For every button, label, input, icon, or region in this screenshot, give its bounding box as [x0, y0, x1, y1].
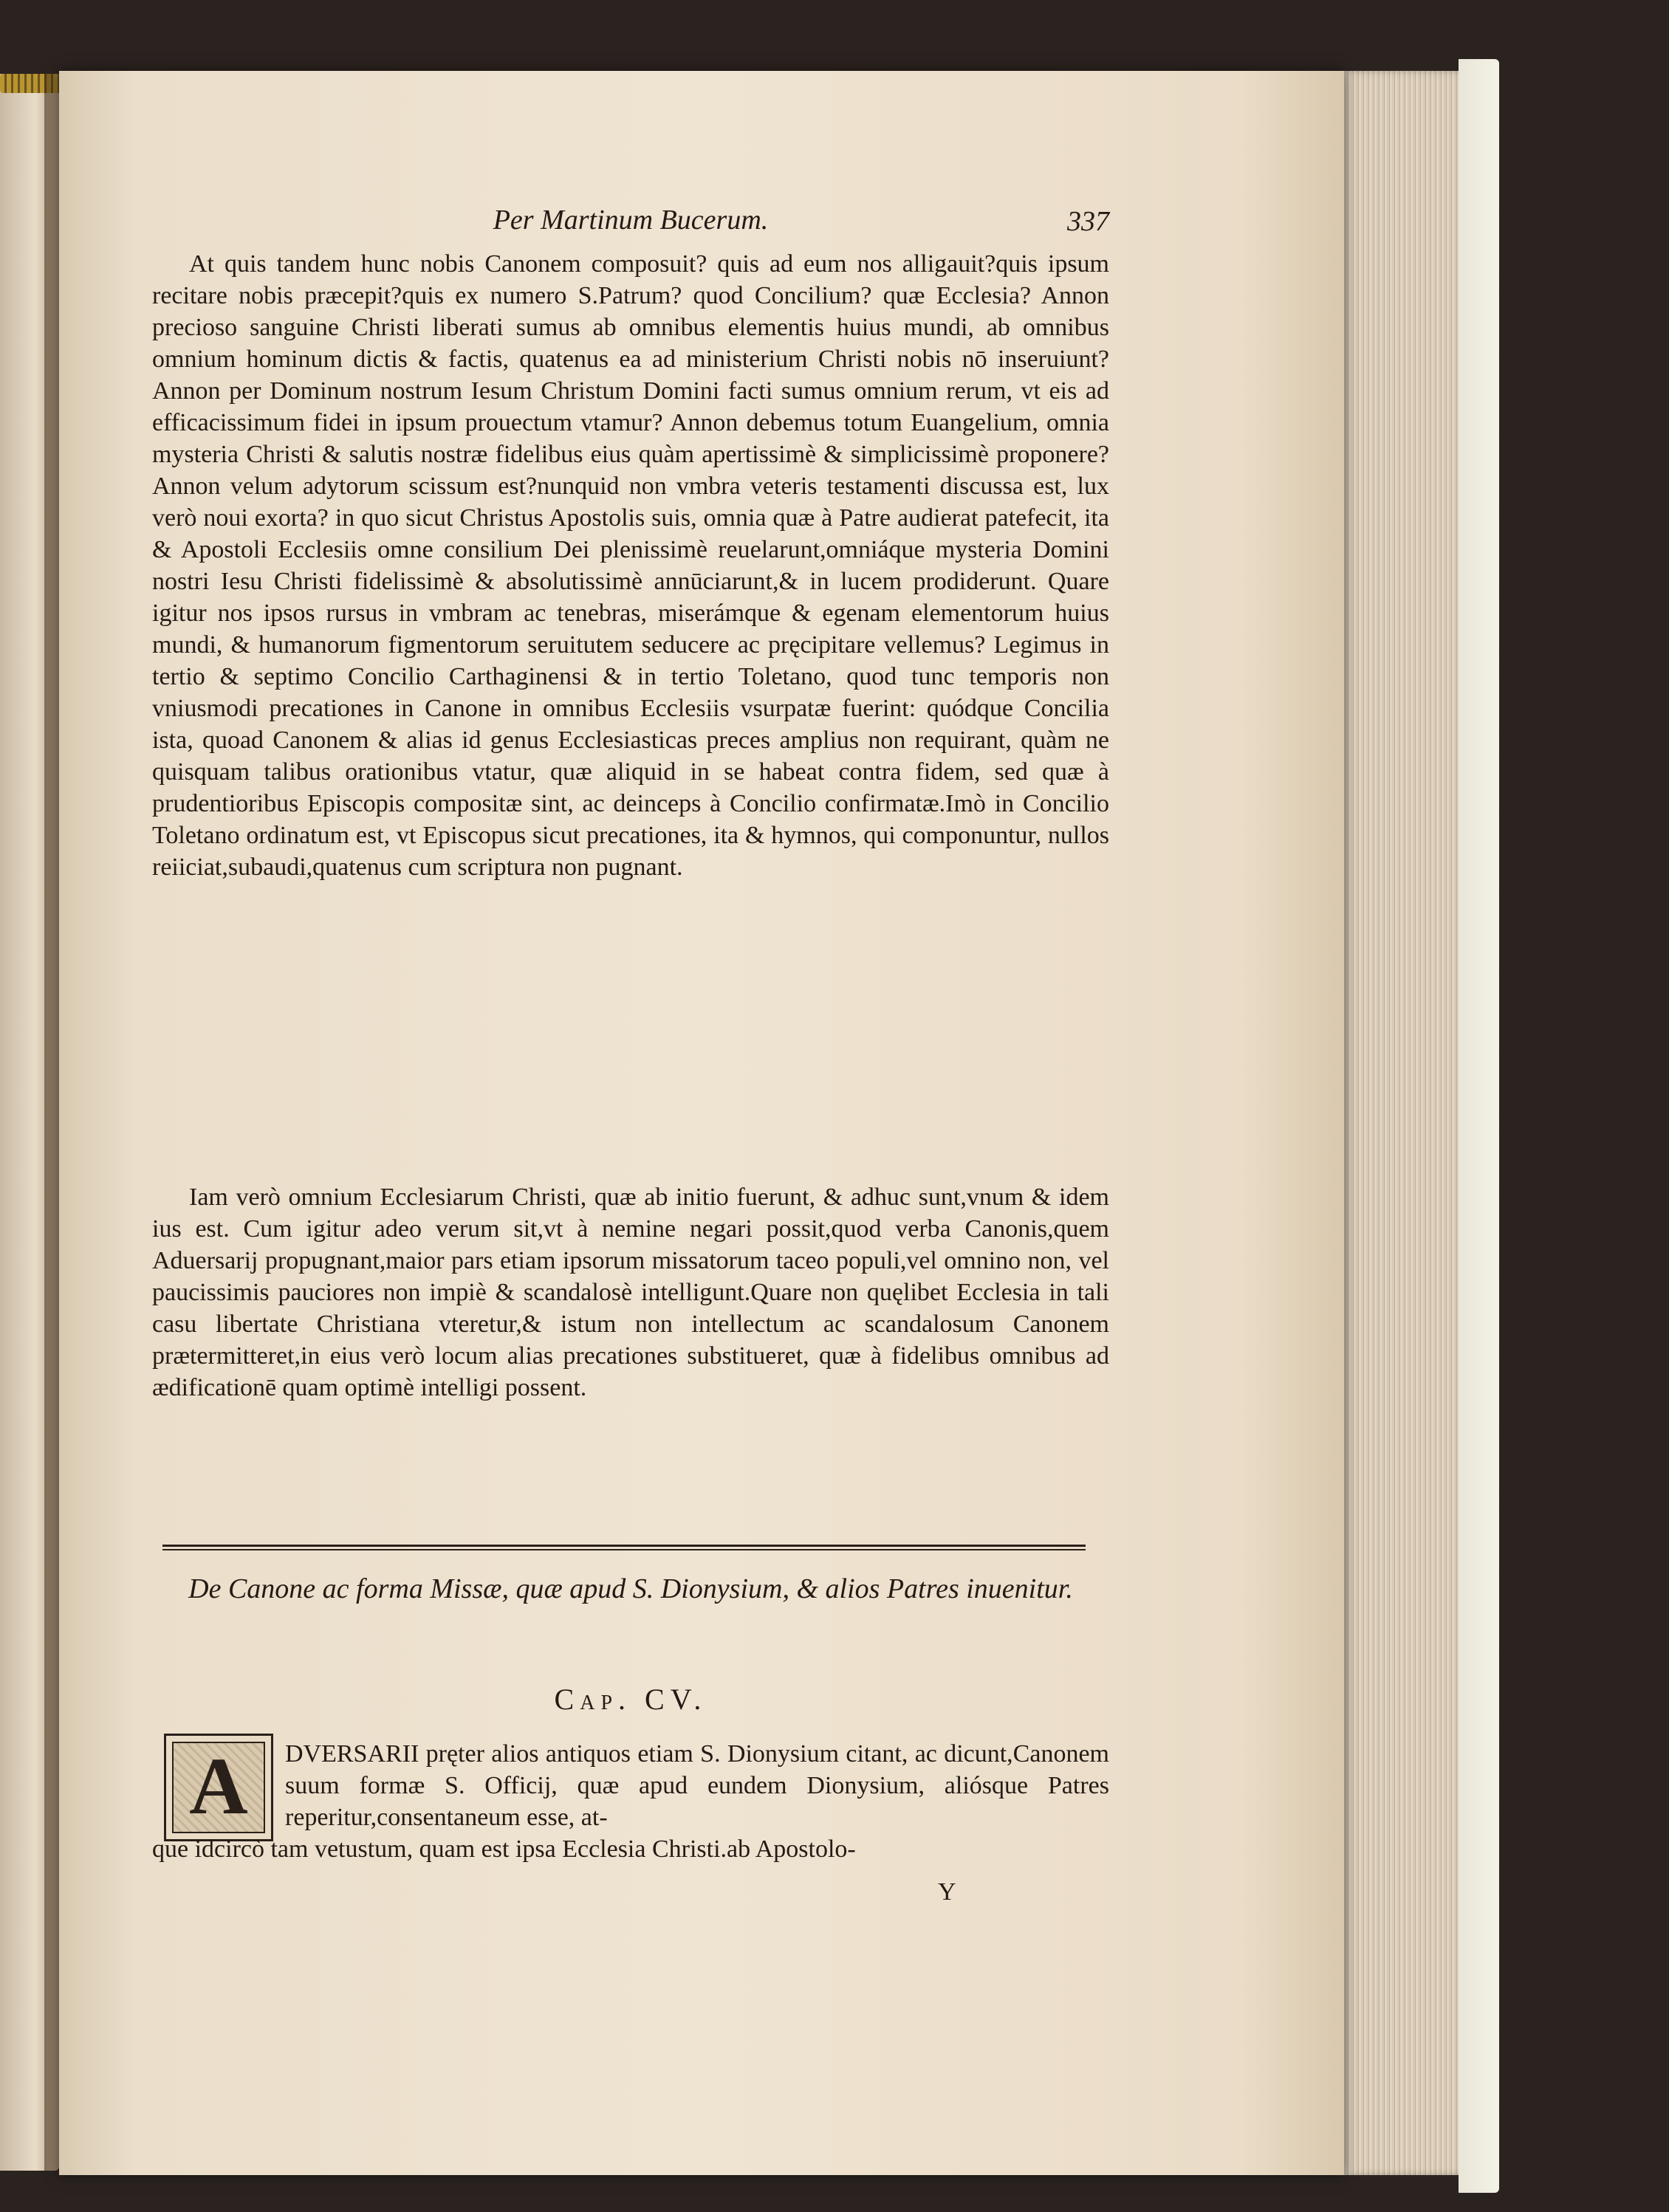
chapter-heading: Cap. CV.	[554, 1683, 707, 1716]
paragraph-2: Iam verò omnium Ecclesiarum Christi, quæ ab initio fuerunt, & adhuc sunt,vnum & idem ius est. Cum igitur adeo verum sit,vt à nemine negari possit,quod verba Canonis,quem Aduersarij propugnant,maior pars etiam ipsorum missatorum taceo populi,vel omnino non, vel paucissimis pauciores non impiè & scandalosè intelligunt.Quare non quęlibet Ecclesia in tali casu libertate Christiana vteretur,& istum non intellectum ac scandalosum Canonem prætermitteret,in eius verò locum alias precationes substitueret, quæ à fidelibus omnibus ad ædificationē quam optimè intelligi possent.	[152, 1184, 1109, 1401]
catchword: Y	[938, 1878, 956, 1906]
chapter-paragraph-lead: DVERSARII pręter alios antiquos etiam S. Dionysium citant, ac dicunt,Canonem suum formæ S. Officij, quæ apud eundem Dionysium, aliósque Patres reperitur,consentaneum esse, at-	[285, 1740, 1109, 1831]
page-number: 337	[1067, 206, 1109, 237]
running-head	[152, 204, 1109, 238]
section-heading: De Canone ac forma Missæ, quæ apud S. Dionysium, & alios Patres inuenitur.	[188, 1573, 1073, 1604]
paragraph-1: At quis tandem hunc nobis Canonem composuit? quis ad eum nos alligauit?quis ipsum recitare nobis præcepit?quis ex numero S.Patrum? quod Concilium? quæ Ecclesia? Annon precioso sanguine Christi liberati sumus ab omnibus elementis huius mundi, ab omnibus omnium hominum dictis & factis, quatenus ea ad ministerium Christi nobis nō inseruiunt? Annon per Dominum nostrum Iesum Christum Domini facti sumus omnium rerum, vt eis ad efficacissimum fidei in ipsum prouectum vtamur? Annon debemus totum Euangelium, omnia mysteria Christi & salutis nostræ fidelibus eius quàm apertissimè & simplicissimè proponere? Annon velum adytorum scissum est?nunquid non vmbra veteris testamenti discussa est, lux verò noui exorta? in quo sicut Christus Apostolis suis, omnia quæ à Patre audierat patefecit, ita & Apostoli Ecclesiis omne consilium Dei plenissimè reuelarunt,omniáque mysteria Domini nostri Iesu Christi fidelissimè & absolutissimè annūciarunt,& in lucem prodiderunt. Quare igitur nos ipsos rursus in vmbram ac tenebras, miserámque & egenam elementorum huius mundi, & humanorum figmentorum seruitutem seducere ac pręcipitare vellemus? Legimus in tertio & septimo Concilio Carthaginensi & in tertio Toletano, quod tunc temporis non vniusmodi precationes in Canone in omnibus Ecclesiis vsurpatæ fuerint: quódque Concilia ista, quoad Canonem & alias id genus Ecclesiasticas preces amplius non requirant, quàm ne quisquam talibus orationibus vtatur, quæ aliquid in se habeat contra fidem, sed quæ à prudentioribus Episcopis compositæ sint, ac deinceps à Concilio confirmatæ.Imò in Concilio Toletano ordinatum est, vt Episcopus sicut precationes, ita & hymnos, qui componuntur, nullos reiiciat,subaudi,quatenus cum scriptura non pugnant.	[152, 250, 1109, 881]
book-cover-board	[1459, 59, 1499, 2193]
section-divider-rule	[162, 1543, 1086, 1553]
initial-letter: A	[189, 1741, 248, 1831]
chapter-paragraph-tail: que idcircò tam vetustum, quam est ipsa Ecclesia Christi.ab Apostolo-	[152, 1835, 856, 1863]
fore-edge-pages	[1340, 71, 1459, 2175]
decorated-initial	[164, 1734, 273, 1841]
running-head-title: Per Martinum Bucerum.	[493, 205, 769, 236]
